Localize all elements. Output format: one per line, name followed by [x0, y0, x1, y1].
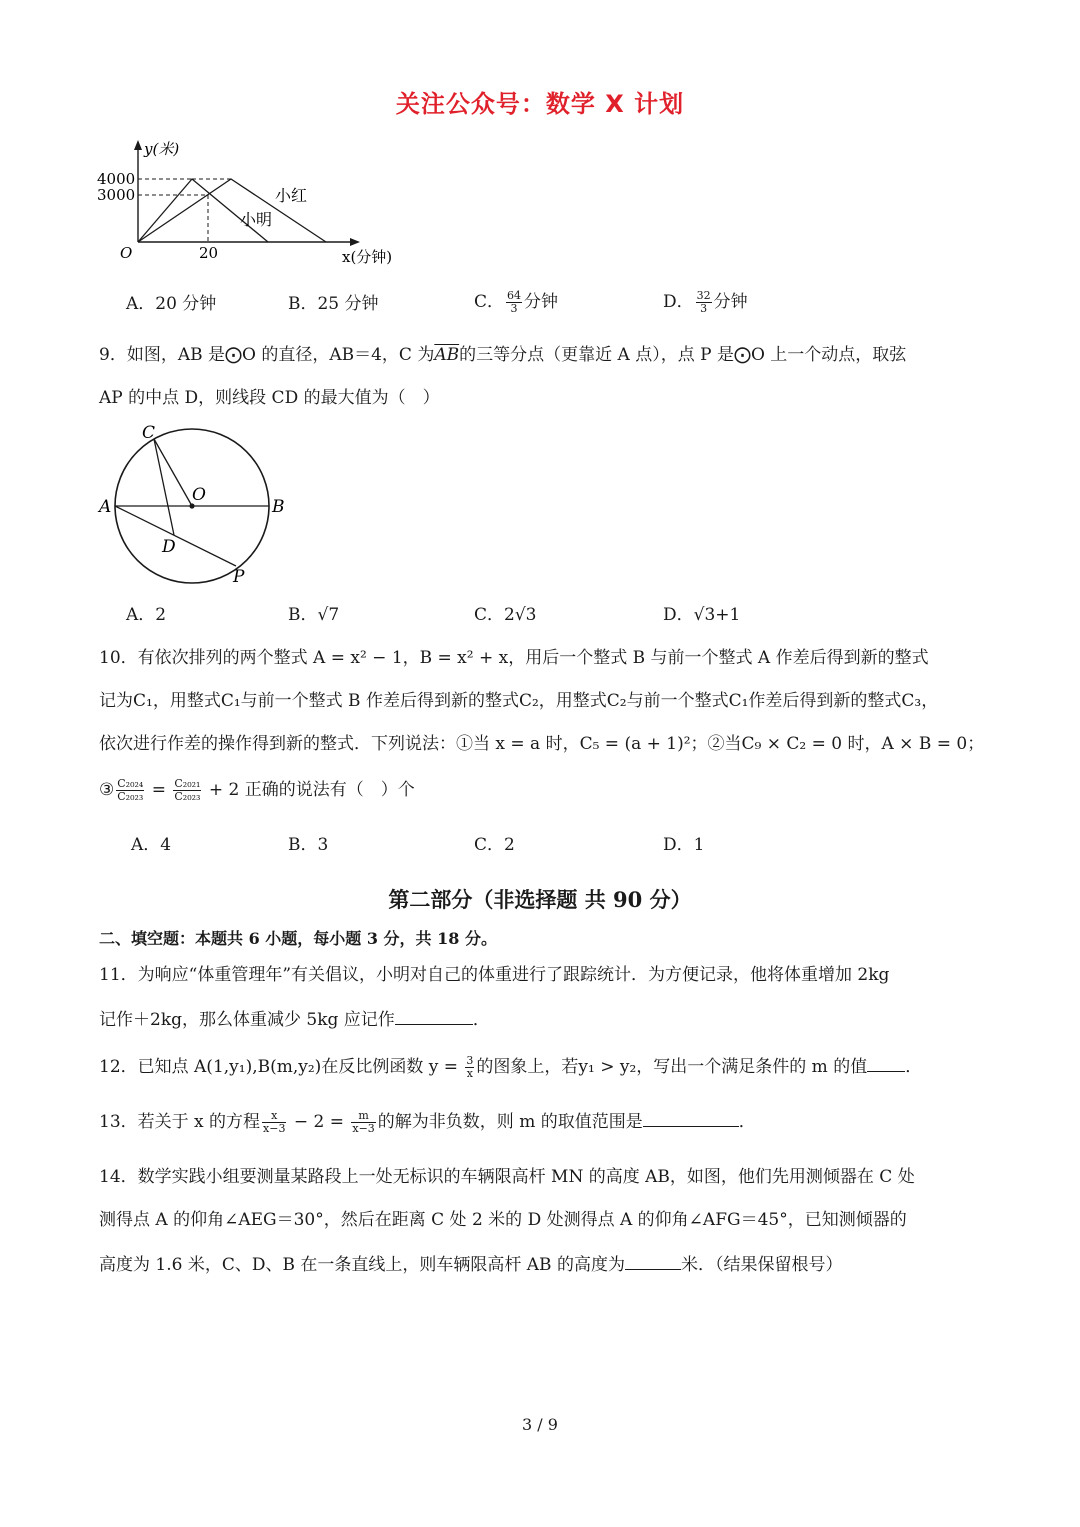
q10-option-c: C．2 — [474, 835, 515, 855]
q10-frac2-den: C₂₀₂₃ — [174, 790, 201, 803]
q10-option-a: A．4 — [131, 835, 172, 855]
x-axis-label: x(分钟) — [342, 248, 393, 266]
q8-c-num: 64 — [507, 289, 522, 302]
q9-option-c: C．2√3 — [474, 605, 537, 625]
q14-line1: 14．数学实践小组要测量某路段上一处无标识的车辆限高杆 MN 的高度 AB，如图，他们先用测倾器在 C 处 — [99, 1167, 915, 1187]
q12-frac-den: x — [466, 1067, 473, 1080]
q9-arc-ab: $\overline{AB}$ — [434, 345, 460, 365]
q13-frac2-num: m — [351, 1110, 375, 1123]
q12-answer-blank[interactable] — [867, 1055, 905, 1072]
q10-option-d: D．1 — [663, 835, 705, 855]
label-o: O — [192, 485, 206, 505]
fill-in-subheading: 二、填空题：本题共 6 小题，每小题 3 分，共 18 分。 — [99, 929, 497, 948]
q12-post: 的图象上，若y₁ > y₂，写出一个满足条件的 m 的值 — [476, 1057, 868, 1077]
origin-label: O — [120, 244, 133, 262]
q14-answer-blank[interactable] — [625, 1253, 681, 1270]
q10-eq: = — [146, 780, 172, 800]
label-b: B — [272, 497, 285, 517]
q13-post: 的解为非负数，则 m 的取值范围是 — [377, 1112, 643, 1132]
y-tick-3000: 3000 — [97, 186, 136, 204]
distance-time-graph — [88, 138, 418, 268]
q10-frac1-den: C₂₀₂₃ — [117, 790, 144, 803]
x-tick-20: 20 — [199, 244, 219, 262]
q14-line3-text: 高度为 1.6 米，C、D、B 在一条直线上，则车辆限高杆 AB 的高度为 — [99, 1255, 625, 1275]
q8-option-d — [663, 290, 748, 315]
q10-frac2 — [173, 778, 201, 803]
q13-mid: − 2 = — [288, 1112, 350, 1132]
q10-line2: 记为C₁，用整式C₁与前一个整式 B 作差后得到新的整式C₂，用整式C₂与前一个整式C₁作差后得到新的整式C₃， — [99, 691, 939, 711]
q12-frac-num: 3 — [466, 1054, 474, 1067]
q10-option-b: B．3 — [288, 835, 329, 855]
q9-option-a: A．2 — [126, 605, 167, 625]
q9-line1 — [99, 345, 906, 365]
q14-line2: 测得点 A 的仰角∠AEG＝30°，然后在距离 C 处 2 米的 D 处测得点 A 的仰角∠AFG＝45°，已知测倾器的 — [99, 1210, 907, 1230]
label-p: P — [233, 567, 245, 587]
q14-line3 — [99, 1253, 842, 1275]
q10-frac2-num: C₂₀₂₁ — [174, 777, 201, 790]
label-a: A — [99, 497, 112, 517]
q13-frac1-num: x — [262, 1110, 286, 1123]
q8-d-unit: 分钟 — [713, 292, 748, 312]
q10-line3: 依次进行作差的操作得到新的整式．下列说法：①当 x = a 时，C₅ = (a + 1)²；②当C₉ × C₂ = 0 时，A × B = 0； — [99, 734, 985, 754]
y-axis-label: y(米) — [144, 140, 180, 158]
q8-c-fraction — [506, 290, 522, 315]
header-title: 关注公众号：数学 X 计划 — [395, 90, 685, 118]
series-label-xiaohong: 小红 — [275, 186, 308, 205]
q13-frac2-den: x−3 — [352, 1122, 375, 1135]
q8-option-b: B．25 分钟 — [288, 294, 379, 314]
q8-d-fraction — [696, 290, 712, 315]
q10-line4 — [99, 778, 415, 803]
circle-diagram — [96, 420, 296, 590]
q8-d-den: 3 — [700, 302, 708, 315]
q10-line4-suffix: + 2 正确的说法有（ ）个 — [203, 780, 415, 800]
q8-option-a: A．20 分钟 — [126, 294, 217, 314]
q10-statement3-marker: ③ — [99, 780, 115, 800]
q9-line1-b: 的三等分点（更靠近 A 点），点 P 是⨀O 上一个动点，取弦 — [459, 345, 907, 365]
q14-line3-end: 米．（结果保留根号） — [680, 1255, 843, 1275]
q8-option-c — [474, 290, 558, 315]
q13-pre: 13．若关于 x 的方程 — [99, 1112, 261, 1132]
q11-line2-text: 记作＋2kg，那么体重减少 5kg 应记作 — [99, 1010, 395, 1030]
q8-d-num: 32 — [696, 289, 711, 302]
q12-pre: 12．已知点 A(1,y₁),B(m,y₂)在反比例函数 y = — [99, 1057, 464, 1077]
q11-answer-blank[interactable] — [395, 1008, 473, 1025]
q9-option-b: B．√7 — [288, 605, 340, 625]
q8-d-prefix: D． — [663, 292, 694, 312]
q10-frac1-num: C₂₀₂₄ — [117, 777, 144, 790]
q13-frac2 — [351, 1110, 375, 1135]
q12-fraction — [465, 1055, 474, 1080]
q10-line1: 10．有依次排列的两个整式 A = x² − 1，B = x² + x，用后一个整式 B 与前一个整式 A 作差后得到新的整式 — [99, 648, 929, 668]
q13-answer-blank[interactable] — [643, 1110, 739, 1127]
q9-option-d: D．√3+1 — [663, 605, 741, 625]
q11-end: ． — [472, 1010, 490, 1030]
q12-line — [99, 1055, 922, 1080]
q13-end: ． — [738, 1112, 756, 1132]
q12-end: ． — [905, 1057, 923, 1077]
q13-line — [99, 1110, 756, 1135]
q13-frac1-den: x−3 — [263, 1122, 286, 1135]
label-d: D — [162, 537, 176, 557]
q11-line1: 11．为响应“体重管理年”有关倡议，小明对自己的体重进行了跟踪统计．为方便记录，他将体重增加 2kg — [99, 965, 890, 985]
q8-c-prefix: C． — [474, 292, 505, 312]
q10-frac1 — [116, 778, 144, 803]
part2-title: 第二部分（非选择题 共 90 分） — [388, 887, 692, 912]
y-tick-4000: 4000 — [97, 170, 136, 188]
q9-line2: AP 的中点 D，则线段 CD 的最大值为（ ） — [99, 388, 440, 408]
series-label-xiaoming: 小明 — [240, 210, 273, 229]
q13-frac1 — [262, 1110, 286, 1135]
q11-line2 — [99, 1008, 490, 1030]
page-number: 3 / 9 — [522, 1415, 558, 1434]
q8-c-den: 3 — [510, 302, 518, 315]
q9-line1-a: 9．如图，AB 是⨀O 的直径，AB＝4，C 为 — [99, 345, 435, 365]
label-c: C — [142, 423, 156, 443]
q8-c-unit: 分钟 — [524, 292, 559, 312]
